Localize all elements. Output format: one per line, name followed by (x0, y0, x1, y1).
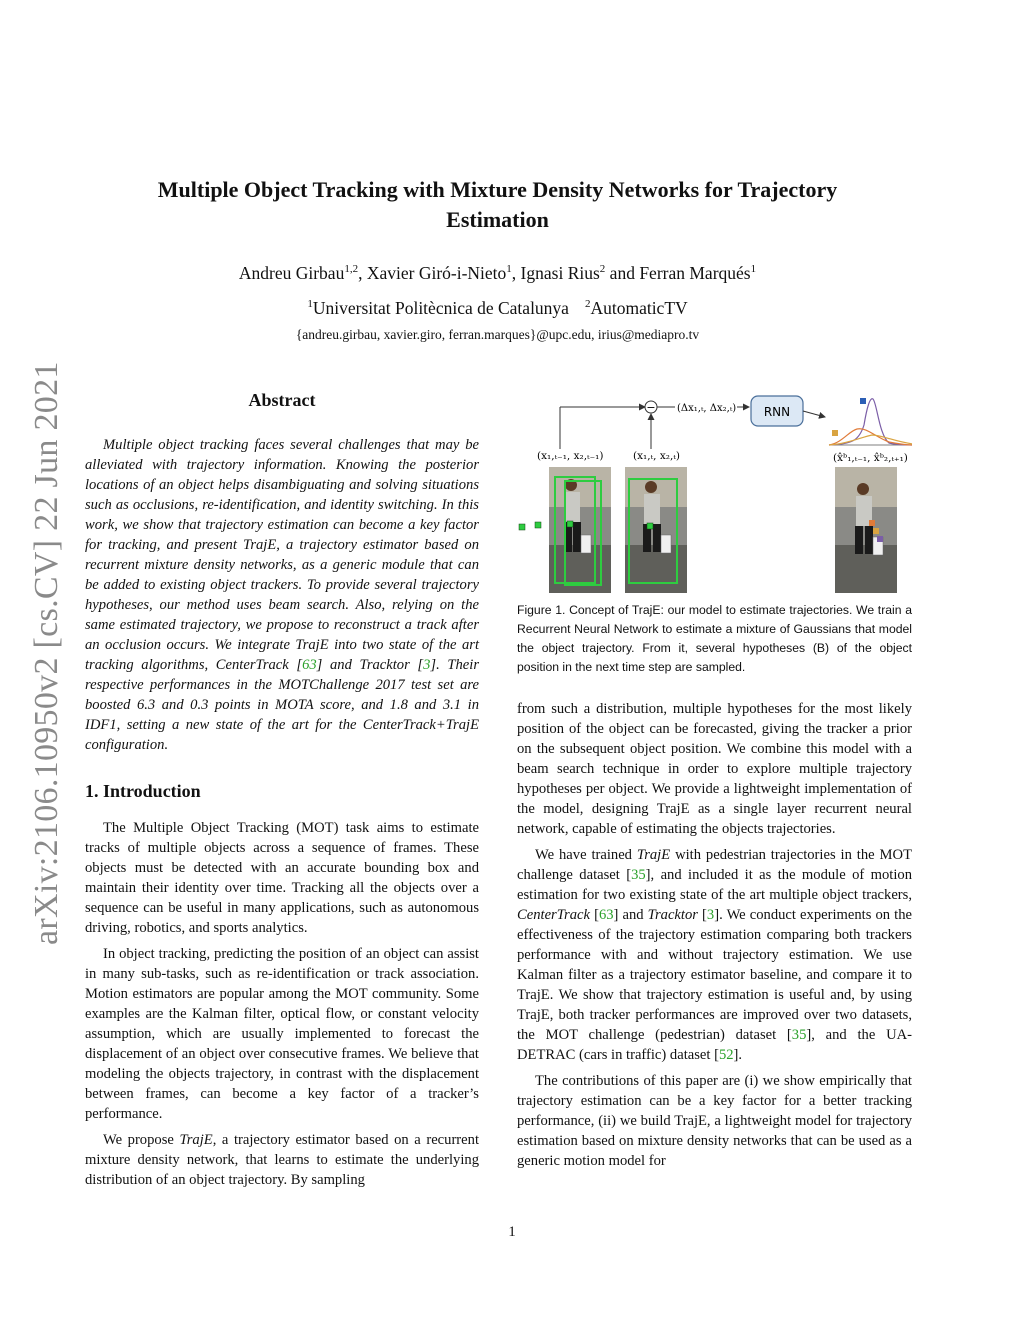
author-affiliation-mark: 1 (506, 263, 512, 276)
abstract-heading: Abstract (248, 390, 316, 410)
trajectory-marker (519, 524, 525, 530)
text-run: The contributions of this paper are (i) we show empirically that trajectory estimation can be a key factor for a better tracking performance, (ii) we build TrajE, a lightweight model for trajectory estimation based on mixture density networks that can be used as a generic motion model for (517, 1073, 912, 1169)
citation-link[interactable]: 63 (598, 907, 614, 923)
affiliation: $^1$Universitat Politècnica de Catalunya (307, 298, 569, 318)
author-affiliation-mark: 1 (750, 263, 757, 276)
figure-caption: Figure 1. Concept of TrajE: our model to estimate trajectories. We train a Recurrent Neural Network to estimate a mixture of Gaussians that model the object trajectory. From it, several hypotheses (B) of the object position in the next time step are sampled. (517, 603, 912, 674)
text-run: We have trained (535, 847, 637, 863)
intro-paragraph (85, 1130, 479, 1190)
trajectory-diagram (517, 395, 912, 595)
text-run: ] and Tracktor [ (316, 657, 424, 673)
body-paragraph (517, 699, 912, 839)
author-name: Xavier Giró-i-Nieto (366, 263, 507, 283)
author-name: Ignasi Rius (520, 263, 600, 283)
arxiv-identifier: arXiv:2106.10950v2 [cs.CV] 22 Jun 2021 (28, 361, 65, 945)
emphasis: TrajE (636, 847, 671, 863)
citation-link[interactable]: 3 (423, 657, 431, 673)
citation-link[interactable]: 63 (302, 657, 317, 673)
trajectory-marker (535, 522, 541, 528)
frame-previous (549, 467, 611, 593)
text-run: ], and included it as the module of motion estimation for two existing state of the art multiple object trackers, (517, 867, 912, 903)
author-separator: and (605, 263, 640, 283)
author-name: Andreu Girbau (238, 263, 345, 283)
text-run: ]. We conduct experiments on the effectiveness of the trajectory estimation comparing both trackers performance with and without trajectory estimation. We use Kalman filter as a trajectory estimator baseline, and compare it to TrajE. We show that trajectory estimation is useful and, by using TrajE, both tracker performances are improved over two datasets, the MOT challenge (pedestrian) dataset [ (517, 907, 912, 1043)
abstract-text (85, 435, 479, 755)
hypothesis-marker (832, 430, 838, 436)
text-run: [ (589, 907, 599, 923)
emphasis: CenterTrack (517, 907, 590, 923)
citation-link[interactable]: 35 (631, 867, 646, 883)
gaussian-curve (829, 399, 912, 445)
citation-link[interactable]: 35 (791, 1027, 807, 1043)
current-position-label: (x₁,ₜ, x₂,ₜ) (633, 450, 680, 462)
affiliations (110, 298, 885, 319)
minus-sign: − (646, 401, 656, 414)
emphasis: Tracktor (647, 907, 698, 923)
text-run: ], and the UA-DETRAC (cars in traffic) dataset [ (517, 1027, 913, 1063)
author-separator: , (511, 263, 521, 283)
text-run: with pedestrian trajectories in the MOT challenge dataset [ (517, 847, 912, 883)
right-column (517, 395, 912, 1177)
text-run: [ (697, 907, 707, 923)
introduction-heading: 1. Introduction (85, 781, 201, 801)
author-list (110, 263, 885, 284)
connector-arrow (803, 411, 825, 417)
author-affiliation-mark: 1,2 (344, 263, 359, 276)
previous-position-label: (x₁,ₜ₋₁, x₂,ₜ₋₁) (537, 450, 604, 462)
text-run: , a trajectory estimator based on a recurrent mixture density network, that learns to estimate the underlying distribution of an object trajectory. By sampling (85, 1132, 479, 1188)
body-paragraph (517, 845, 912, 1065)
citation-link[interactable]: 3 (706, 907, 715, 923)
author-affiliation-mark: 2 (599, 263, 606, 276)
text-run: The Multiple Object Tracking (MOT) task aims to estimate tracks of multiple objects across a sequence of frames. These objects must be detected with an accurate bounding box and maintain their identity over time. Tracking all the objects over a sequence can be useful in many applications, such as autonomous driving, robotics, and sports analytics. (85, 820, 479, 936)
author-emails: {andreu.girbau, xavier.giro, ferran.marques}@upc.edu, irius@mediapro.tv (295, 327, 700, 342)
frame-current (625, 467, 687, 593)
intro-paragraph (85, 944, 479, 1124)
citation-link[interactable]: 52 (718, 1047, 734, 1063)
paper-title: Multiple Object Tracking with Mixture Density Networks for Trajectory Estimation (157, 177, 838, 232)
intro-paragraph (85, 818, 479, 938)
text-run: from such a distribution, multiple hypotheses for the most likely position of the object can be forecasted, giving the tracker a prior on the subsequent object position. We combine this model with a beam search technique in order to explore multiple trajectory hypotheses per object. We provide a lightweight implementation of the model, designing TrajE as a single layer recurrent neural network, capable of estimating the objects trajectories. (517, 701, 912, 837)
text-run: Multiple object tracking faces several challenges that may be alleviated with trajectory information. Knowing the posterior locations of an object helps disambiguating and solving situations such as occlusions, re-identification, and identity switching. In this work, we show that trajectory estimation can become a key factor for tracking, and present TrajE, a trajectory estimator based on recurrent mixture density networks, as a generic module that can be added to existing object trackers. To provide several trajectory hypotheses, our method uses beam search. Also, relying on the same estimated trajectory, we propose to reconstruct a track after an occlusion occurs. We integrate TrajE into two state of the art tracking algorithms, CenterTrack [ (85, 437, 479, 673)
emphasis: TrajE (179, 1132, 213, 1148)
hypothesis-position-label: (x̂ᵇ₁,ₜ₋₁, x̂ᵇ₂,ₜ₊₁) (833, 452, 908, 464)
body-paragraph (517, 1071, 912, 1171)
gaussian-curve (829, 429, 912, 445)
page-number: 1 (508, 1224, 516, 1240)
text-run: ]. (733, 1047, 743, 1063)
frame-hypotheses (835, 467, 897, 593)
author-separator: , (358, 263, 367, 283)
delta-label: (Δx₁,ₜ, Δx₂,ₜ) (677, 403, 737, 414)
text-run: We propose (103, 1132, 180, 1148)
text-run: In object tracking, predicting the position of an object can assist in many sub-tasks, such as re-identification or track association. Motion estimators are popular among the MOT community. Some examples are the Kalman filter, optical flow, or constant velocity assumption, which are usually implemented to forecast the displacement of an object over consecutive frames. We believe that modeling the objects trajectory, in contrast with the displacement between frames, can become a key factor of a tracker’s performance. (85, 946, 479, 1122)
figure-1 (517, 395, 912, 595)
left-column (85, 390, 479, 1196)
rnn-label: RNN (763, 405, 791, 419)
hypothesis-marker (860, 398, 866, 404)
text-run: ]. Their respective performances in the MOTChallenge 2017 test set are boosted 6.3 and 0.3 points in MOTA score, and 1.8 and 3.1 in IDF1, setting a new state of the art for the CenterTrack+TrajE configuration. (85, 657, 479, 753)
affiliation: $^2$AutomaticTV (584, 298, 688, 318)
text-run: ] and (613, 907, 648, 923)
right-body-text (517, 699, 912, 1171)
author-name: Ferran Marqués (639, 263, 751, 283)
